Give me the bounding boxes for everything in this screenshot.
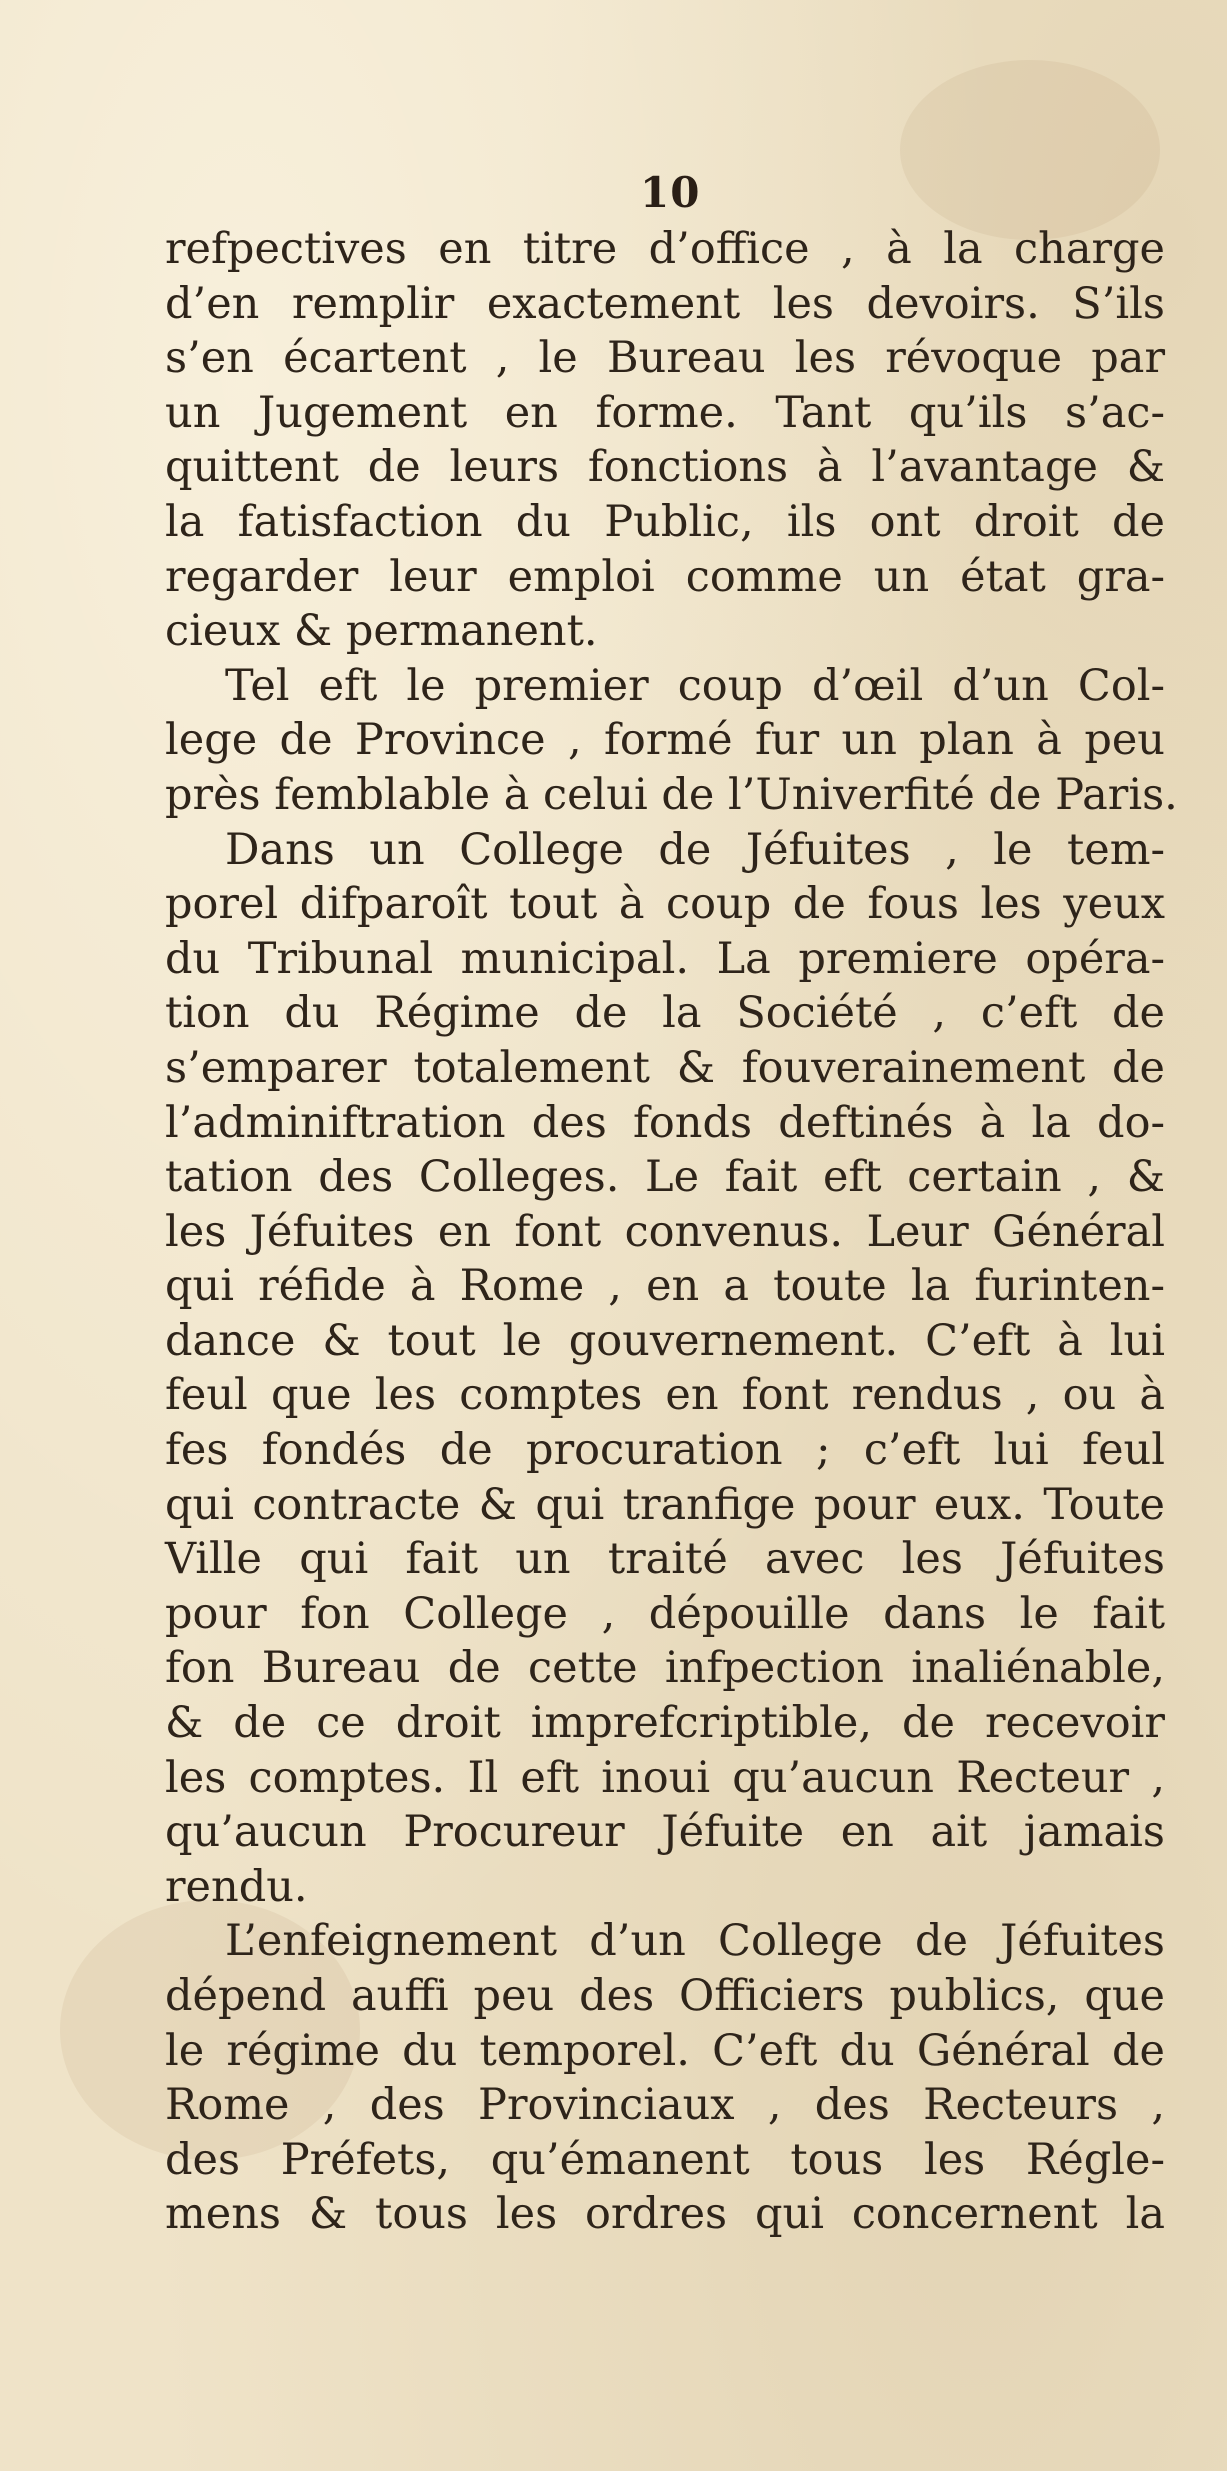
text-line: lege de Province , formé fur un plan à peu [165, 715, 1165, 766]
text-line: mens & tous les ordres qui concernent la [165, 2189, 1165, 2240]
text-line: tion du Régime de la Société , c’eft de [165, 988, 1165, 1039]
text-line: refpectives en titre d’office , à la charge [165, 224, 1165, 274]
text-line: fes fondés de procuration ; c’eft lui feul [165, 1425, 1165, 1476]
text-line: qui contracte & qui tranfige pour eux. Toute [165, 1479, 1165, 1530]
text-line: L’enfeignement d’un College de Jéfuites [225, 1916, 1165, 1967]
text-line: tation des Colleges. Le fait eft certain , & [165, 1152, 1165, 1203]
text-line: Rome , des Provinciaux , des Recteurs , [165, 2080, 1165, 2131]
body-text [165, 222, 1178, 2242]
text-line: quittent de leurs fonctions à l’avantage & [165, 442, 1165, 493]
text-line: cieux & permanent. [165, 606, 598, 657]
text-line: le régime du temporel. C’eft du Général de [165, 2025, 1165, 2076]
text-line: des Préfets, qu’émanent tous les Régle- [165, 2134, 1165, 2185]
text-line: l’adminiftration des fonds deftinés à la do- [165, 1097, 1165, 1148]
text-line: Dans un College de Jéfuites , le tem- [225, 824, 1165, 875]
text-line: du Tribunal municipal. La premiere opéra- [165, 933, 1165, 984]
text-line: près femblable à celui de l’Univerfité de Paris. [165, 769, 1178, 820]
text-line: un Jugement en forme. Tant qu’ils s’ac- [165, 387, 1165, 438]
text-line: regarder leur emploi comme un état gra- [165, 551, 1165, 602]
text-line: s’en écartent , le Bureau les révoque par [165, 333, 1165, 384]
text-line: pour fon College , dépouille dans le fait [165, 1588, 1165, 1639]
text-line: Ville qui fait un traité avec les Jéfuites [165, 1534, 1165, 1585]
text-line: rendu. [165, 1861, 308, 1912]
page-number: 10 [640, 168, 701, 217]
paper-stain [900, 60, 1160, 240]
text-line: porel difparoît tout à coup de fous les yeux [165, 879, 1165, 930]
text-line: feul que les comptes en font rendus , ou à [165, 1370, 1165, 1421]
text-line: dépend auffi peu des Officiers publics, que [165, 1971, 1165, 2021]
text-line: dance & tout le gouvernement. C’eft à lui [165, 1315, 1165, 1366]
text-line: Tel eft le premier coup d’œil d’un Col- [225, 660, 1165, 711]
text-line: & de ce droit imprefcriptible, de recevoir [165, 1698, 1165, 1749]
text-line: les comptes. Il eft inoui qu’aucun Recteur , [165, 1752, 1165, 1803]
text-line: la fatisfaction du Public, ils ont droit de [165, 496, 1165, 547]
text-line: s’emparer totalement & fouverainement de [165, 1042, 1165, 1093]
text-line: les Jéfuites en font convenus. Leur Général [165, 1206, 1165, 1257]
text-line: fon Bureau de cette infpection inaliénable, [165, 1643, 1165, 1694]
text-line: qu’aucun Procureur Jéfuite en ait jamais [165, 1807, 1165, 1858]
text-line: d’en remplir exactement les devoirs. S’ils [165, 278, 1165, 329]
text-line: qui réfide à Rome , en a toute la furinten- [165, 1261, 1165, 1312]
